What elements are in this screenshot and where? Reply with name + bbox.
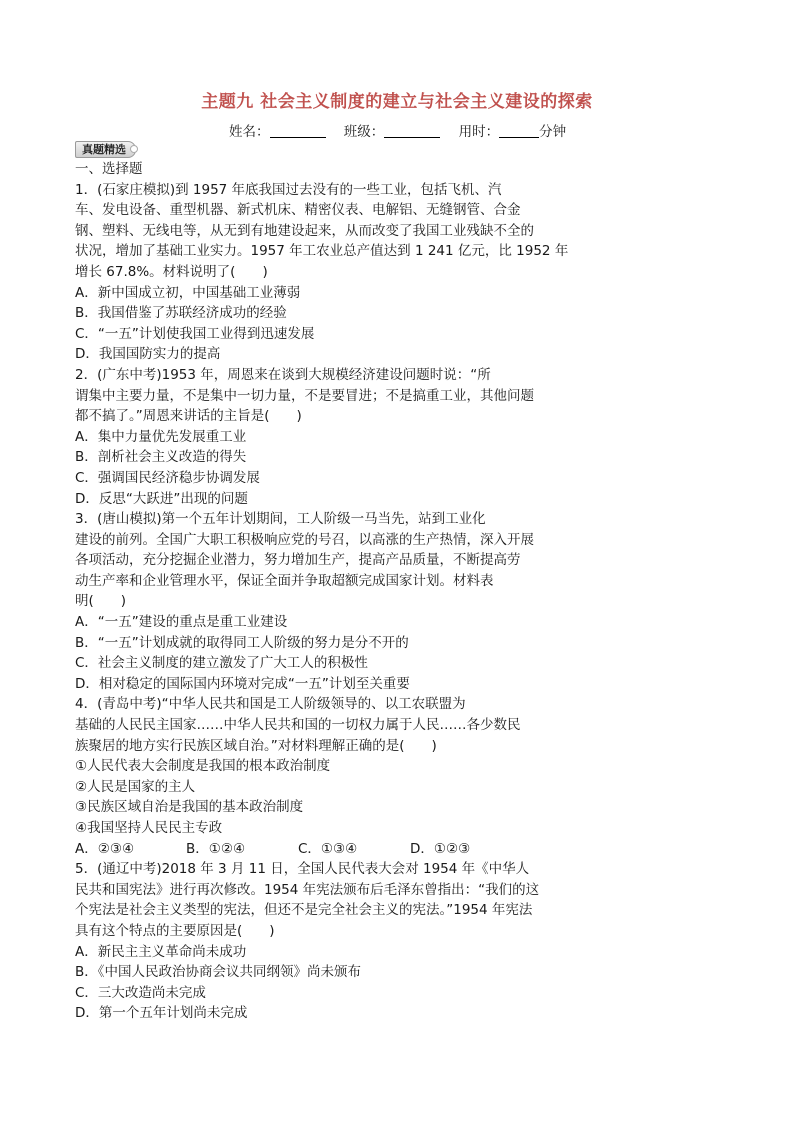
- statement-line: ③民族区域自治是我国的基本政治制度: [75, 799, 304, 816]
- option-line: D．我国国防实力的提高: [75, 346, 221, 363]
- text-line: 民共和国宪法》进行再次修改。1954 年宪法颁布后毛泽东曾指出：“我们的这: [75, 881, 540, 898]
- text-line: 1．(石家庄模拟)到 1957 年底我国过去没有的一些工业，包括飞机、汽: [75, 181, 502, 198]
- option-line: D．反思“大跃进”出现的问题: [75, 490, 248, 507]
- section-badge: 真题精选: [75, 141, 136, 158]
- text-line: 明( ): [75, 593, 127, 610]
- text-line: 5．(通辽中考)2018 年 3 月 11 日，全国人民代表大会对 1954 年《中华人: [75, 861, 530, 878]
- student-info-row: [229, 120, 566, 140]
- option-d: D．①②③: [410, 840, 471, 857]
- option-line: A．新民主主义革命尚未成功: [75, 943, 247, 960]
- option-c: C．①③④: [298, 840, 358, 857]
- option-b: B．①②④: [186, 840, 246, 857]
- question-body: [75, 159, 575, 1024]
- text-line: 4．(青岛中考)“中华人民共和国是工人阶级领导的、以工农联盟为: [75, 696, 466, 713]
- time-label: 用时：: [458, 124, 500, 140]
- text-line: 谓集中主要力量，不是集中一切力量，不是要冒进；不是搞重工业，其他问题: [75, 387, 534, 404]
- text-line: 建设的前列。全国广大职工积极响应党的号召，以高涨的生产热情，深入开展: [75, 531, 534, 548]
- option-line: C．“一五”计划使我国工业得到迅速发展: [75, 325, 315, 342]
- section-heading: 一、选择题: [75, 161, 143, 177]
- class-label: 班级：: [343, 124, 385, 140]
- badge-tail-icon: [130, 145, 138, 153]
- option-line: B．《中国人民政治协商会议共同纲领》尚未颁布: [75, 964, 362, 981]
- option-line: B．我国借鉴了苏联经济成功的经验: [75, 305, 287, 322]
- option-line: C．三大改造尚未完成: [75, 984, 206, 1001]
- option-line: A．新中国成立初，中国基础工业薄弱: [75, 284, 301, 301]
- text-line: 个宪法是社会主义类型的宪法，但还不是完全社会主义的宪法。”1954 年宪法: [75, 902, 533, 919]
- statement-line: ④我国坚持人民民主专政: [75, 820, 223, 836]
- text-line: 状况，增加了基础工业实力。1957 年工农业总产值达到 1 241 亿元，比 1952 年: [75, 243, 569, 260]
- option-line: D．第一个五年计划尚未完成: [75, 1005, 248, 1022]
- option-a: A．②③④: [75, 840, 135, 857]
- statement-line: ①人民代表大会制度是我国的根本政治制度: [75, 758, 331, 775]
- option-line: B．剖析社会主义改造的得失: [75, 449, 247, 466]
- class-blank[interactable]: [384, 123, 440, 138]
- option-line: A．集中力量优先发展重工业: [75, 428, 247, 445]
- name-blank[interactable]: [270, 123, 326, 138]
- option-line: D．相对稳定的国际国内环境对完成“一五”计划至关重要: [75, 675, 410, 692]
- text-line: 2．(广东中考)1953 年，周恩来在谈到大规模经济建设问题时说：“所: [75, 366, 491, 383]
- text-line: 增长 67.8%。材料说明了( ): [75, 263, 268, 280]
- text-line: 族聚居的地方实行民族区域自治。”对材料理解正确的是( ): [75, 737, 437, 754]
- text-line: 各项活动，充分挖掘企业潜力，努力增加生产，提高产品质量，不断提高劳: [75, 552, 521, 569]
- text-line: 动生产率和企业管理水平，保证全面并争取超额完成国家计划。材料表: [75, 572, 494, 589]
- time-unit: 分钟: [539, 124, 567, 140]
- name-label: 姓名：: [229, 124, 270, 140]
- text-line: 车、发电设备、重型机器、新式机床、精密仪表、电解铝、无缝钢管、合金: [75, 202, 521, 219]
- text-line: 基础的人民民主国家……中华人民共和国的一切权力属于人民……各少数民: [75, 717, 521, 734]
- option-line: B．“一五”计划成就的取得同工人阶级的努力是分不开的: [75, 634, 409, 651]
- page-title: 主题九 社会主义制度的建立与社会主义建设的探索: [201, 92, 593, 112]
- text-line: 具有这个特点的主要原因是( ): [75, 922, 275, 939]
- statement-line: ②人民是国家的主人: [75, 778, 196, 795]
- option-line: C．社会主义制度的建立激发了广大工人的积极性: [75, 655, 368, 672]
- option-line: C．强调国民经济稳步协调发展: [75, 469, 260, 486]
- option-line: A．“一五”建设的重点是重工业建设: [75, 614, 288, 631]
- text-line: 都不搞了。”周恩来讲话的主旨是( ): [75, 408, 302, 425]
- text-line: 3．(唐山模拟)第一个五年计划期间，工人阶级一马当先，站到工业化: [75, 511, 486, 528]
- text-line: 钢、塑料、无线电等，从无到有地建设起来，从而改变了我国工业残缺不全的: [75, 222, 534, 239]
- time-blank[interactable]: [499, 123, 539, 138]
- q4-options-row: [75, 839, 575, 860]
